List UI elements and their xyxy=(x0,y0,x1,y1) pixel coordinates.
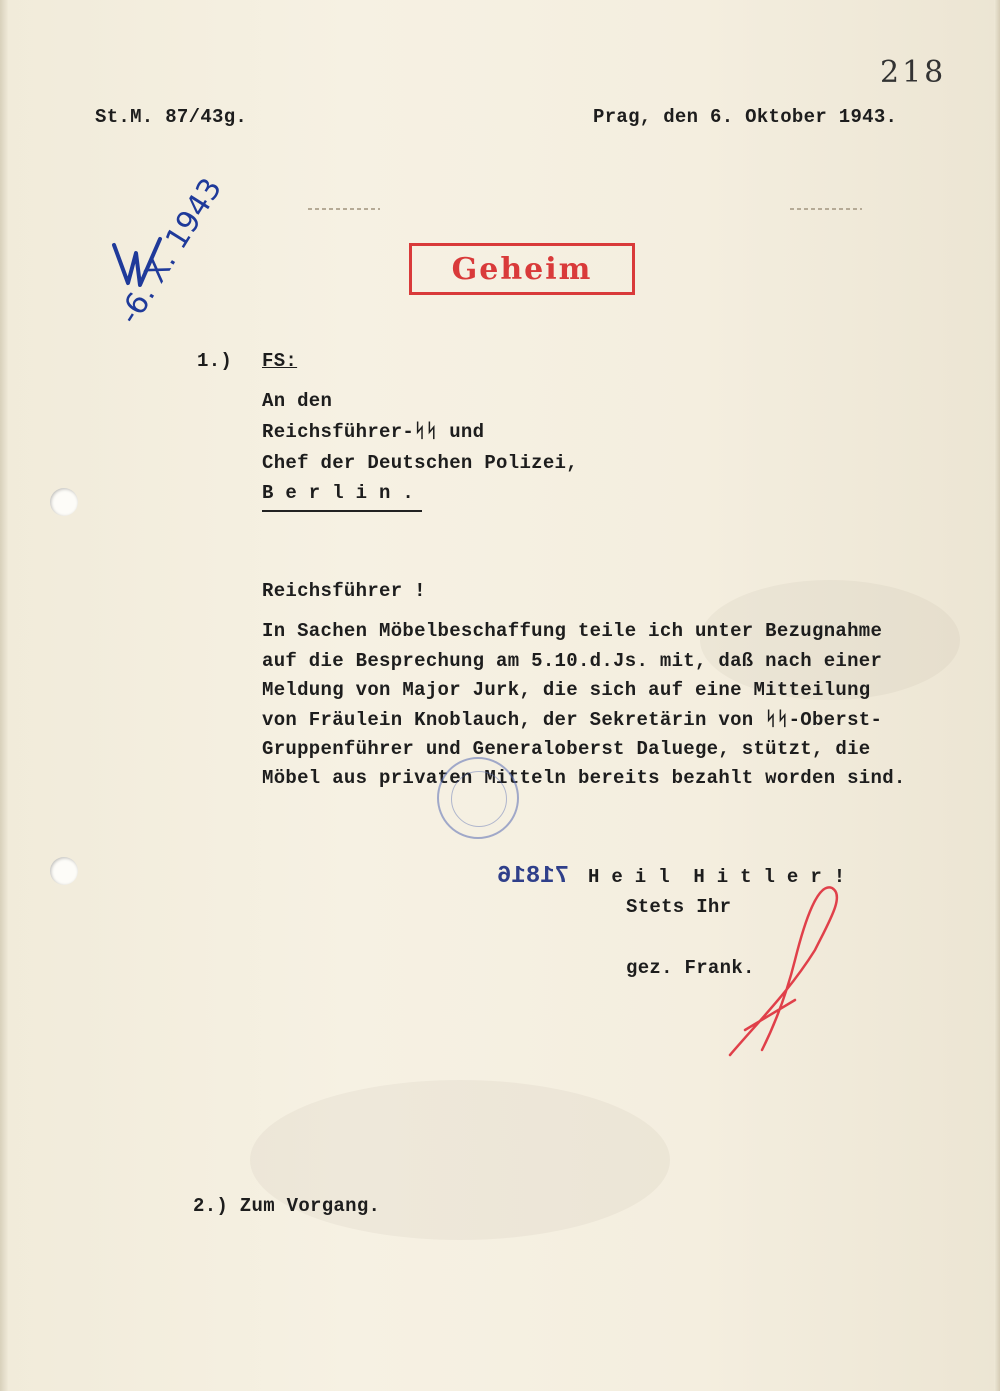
paper-edge-right xyxy=(994,0,1000,1391)
classification-stamp xyxy=(409,243,635,295)
place-date: Prag, den 6. Oktober 1943. xyxy=(593,106,898,128)
closing-greeting: H e i l H i t l e r ! xyxy=(588,866,846,888)
classification-label: Geheim xyxy=(451,252,593,287)
fold-mark-right xyxy=(790,208,862,210)
body-line: In Sachen Möbelbeschaffung teile ich unter Bezugnahme xyxy=(262,620,883,642)
body-line: Gruppenführer und Generaloberst Daluege, stützt, die xyxy=(262,738,871,760)
fold-mark-left xyxy=(308,208,380,210)
paper-edge-left xyxy=(0,0,8,1391)
item-1-number: 1.) xyxy=(197,350,233,372)
item-1-type: FS: xyxy=(262,350,298,372)
red-handwritten-mark xyxy=(720,880,870,1070)
body-line: von Fräulein Knoblauch, der Sekretärin von ᛋᛋ-Oberst- xyxy=(262,709,883,731)
item-2: 2.) Zum Vorgang. xyxy=(193,1195,381,1217)
address-line: An den xyxy=(262,390,333,412)
signature-line: gez. Frank. xyxy=(626,957,755,979)
punch-hole-lower xyxy=(50,857,78,885)
body-line: Möbel aus privaten Mitteln bereits bezahlt worden sind. xyxy=(262,767,906,789)
register-number-stamp: 71816 xyxy=(497,863,570,890)
body-line: Meldung von Major Jurk, die sich auf eine Mitteilung xyxy=(262,679,871,701)
closing-valediction: Stets Ihr xyxy=(626,896,732,918)
received-date-stamp: -6. X. 1943 xyxy=(112,172,230,331)
salutation: Reichsführer ! xyxy=(262,580,426,602)
address-city: B e r l i n . xyxy=(262,482,415,504)
address-line: Reichsführer-ᛋᛋ und xyxy=(262,421,485,443)
address-underline xyxy=(262,510,422,512)
official-seal xyxy=(437,757,519,839)
punch-hole-upper xyxy=(50,488,78,516)
page-number: 218 xyxy=(880,55,947,90)
reference-number: St.M. 87/43g. xyxy=(95,106,248,128)
official-seal-inner xyxy=(451,771,507,827)
address-line: Chef der Deutschen Polizei, xyxy=(262,452,578,474)
body-line: auf die Besprechung am 5.10.d.Js. mit, daß nach einer xyxy=(262,650,883,672)
